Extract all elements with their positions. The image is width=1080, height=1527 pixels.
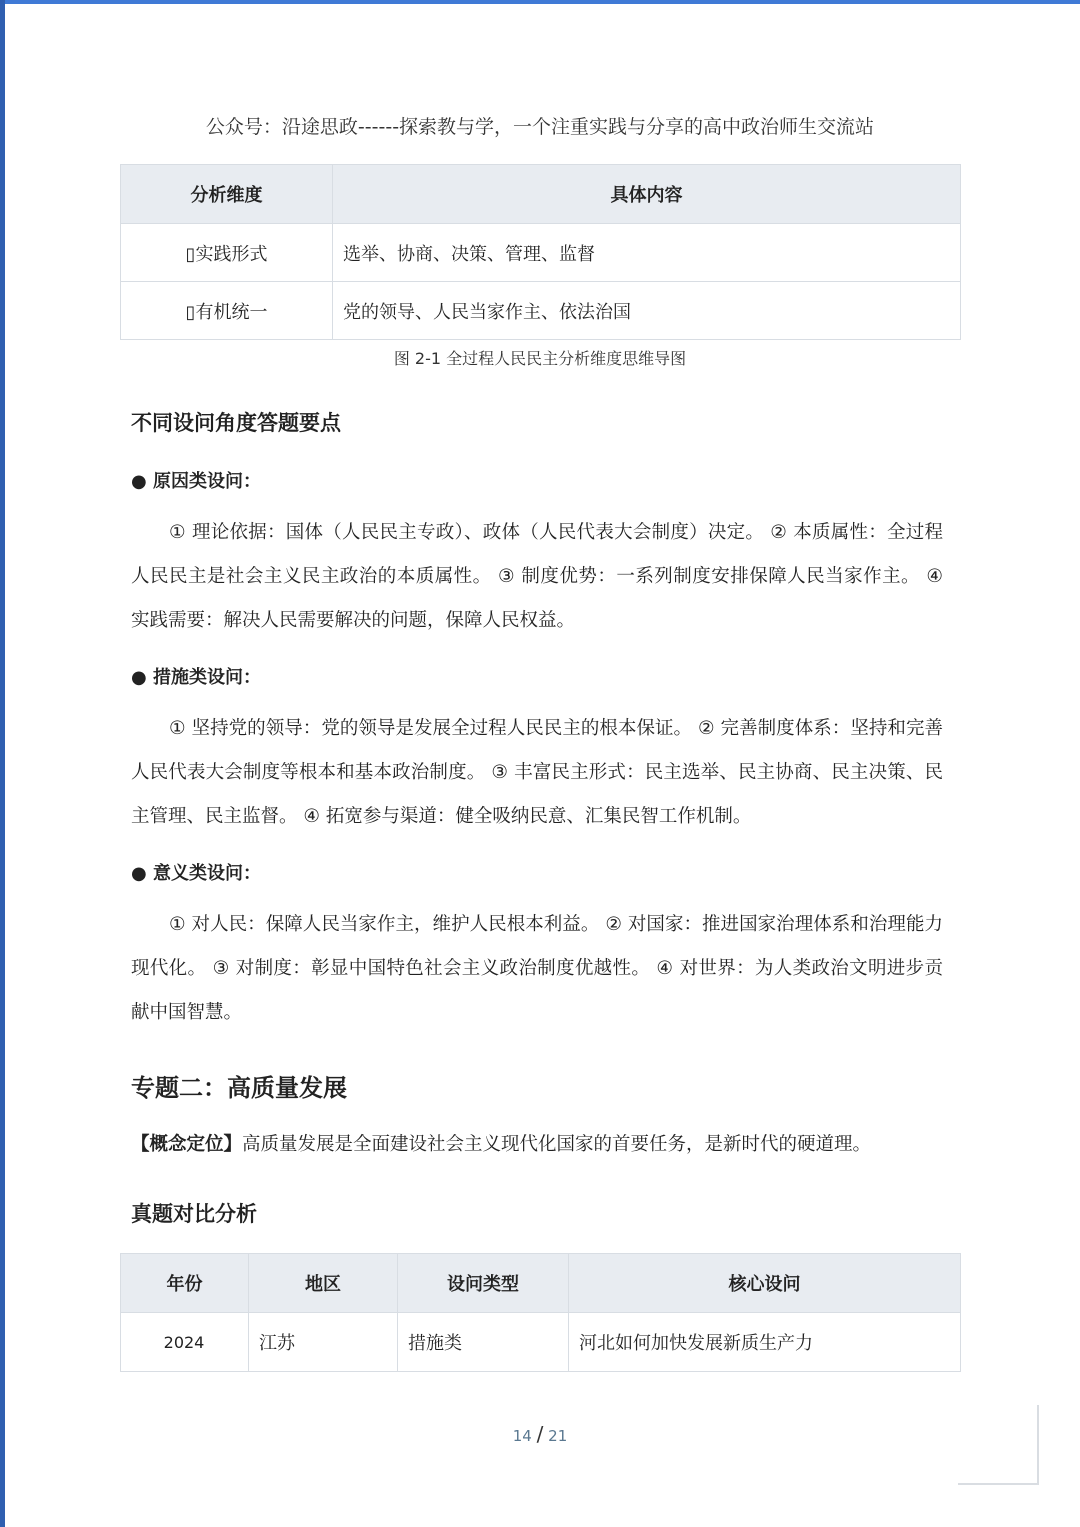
dimension-table: [120, 164, 961, 340]
page-header: 公众号：沿途思政------探索教与学，一个注重实践与分享的高中政治师生交流站: [205, 116, 875, 138]
page-corner-mark: [958, 1483, 1039, 1485]
page-number: [0, 1422, 1080, 1446]
current-page: 14: [512, 1427, 532, 1445]
measure-label: ● 措施类设问：: [131, 667, 261, 688]
table-header-row: [121, 165, 961, 224]
concept-text: 高质量发展是全面建设社会主义现代化国家的首要任务，是新时代的硬道理。: [242, 1134, 872, 1155]
table-row: [121, 224, 961, 282]
figure-caption: 图 2-1 全过程人民民主分析维度思维导图: [393, 349, 687, 368]
comparison-table: [120, 1253, 961, 1372]
column-header: 核心设问: [569, 1254, 961, 1313]
year-cell: 2024: [121, 1313, 249, 1372]
column-header: 地区: [249, 1254, 398, 1313]
table-row: [121, 1313, 961, 1372]
significance-paragraph: ① 对人民：保障人民当家作主，维护人民根本利益。 ② 对国家：推进国家治理体系和治理能力现代化。 ③ 对制度：彰显中国特色社会主义政治制度优越性。 ④ 对世界：为人类政治文明进步贡献中国智慧。: [131, 914, 943, 1023]
column-header: 分析维度: [121, 165, 333, 224]
table-row: [121, 282, 961, 340]
reason-paragraph: ① 理论依据：国体（人民民主专政）、政体（人民代表大会制度）决定。 ② 本质属性：全过程人民民主是社会主义民主政治的本质属性。 ③ 制度优势：一系列制度安排保障人民当家作主。 ④ 实践需要：解决人民需要解决的问题，保障人民权益。: [131, 522, 943, 631]
region-cell: 江苏: [249, 1313, 398, 1372]
type-cell: 措施类: [398, 1313, 569, 1372]
measure-paragraph: ① 坚持党的领导：党的领导是发展全过程人民民主的根本保证。 ② 完善制度体系：坚持和完善人民代表大会制度等根本和基本政治制度。 ③ 丰富民主形式：民主选举、民主协商、民主决策、民主管理、民主监督。 ④ 拓宽参与渠道：健全吸纳民意、汇集民智工作机制。: [131, 718, 943, 827]
significance-label: ● 意义类设问：: [131, 863, 261, 884]
page-separator: /: [536, 1422, 544, 1446]
comparison-heading: 真题对比分析: [131, 1202, 257, 1226]
content-cell: 选举、协商、决策、管理、监督: [333, 224, 961, 282]
content-cell: 党的领导、人民当家作主、依法治国: [333, 282, 961, 340]
table-header-row: [121, 1254, 961, 1313]
topic-title: 专题二：高质量发展: [131, 1074, 347, 1102]
concept-label: 【概念定位】: [131, 1134, 243, 1155]
top-accent-bar: [0, 0, 1080, 4]
column-header: 设问类型: [398, 1254, 569, 1313]
column-header: 年份: [121, 1254, 249, 1313]
column-header: 具体内容: [333, 165, 961, 224]
total-pages: 21: [548, 1427, 568, 1445]
concept-definition: [131, 1130, 871, 1156]
section-heading: 不同设问角度答题要点: [131, 411, 341, 435]
question-cell: 河北如何加快发展新质生产力: [569, 1313, 961, 1372]
dimension-cell: ▯有机统一: [121, 282, 333, 340]
left-accent-bar: [0, 0, 5, 1527]
page-corner-mark: [1037, 1405, 1039, 1485]
dimension-cell: ▯实践形式: [121, 224, 333, 282]
reason-label: ● 原因类设问：: [131, 471, 261, 492]
